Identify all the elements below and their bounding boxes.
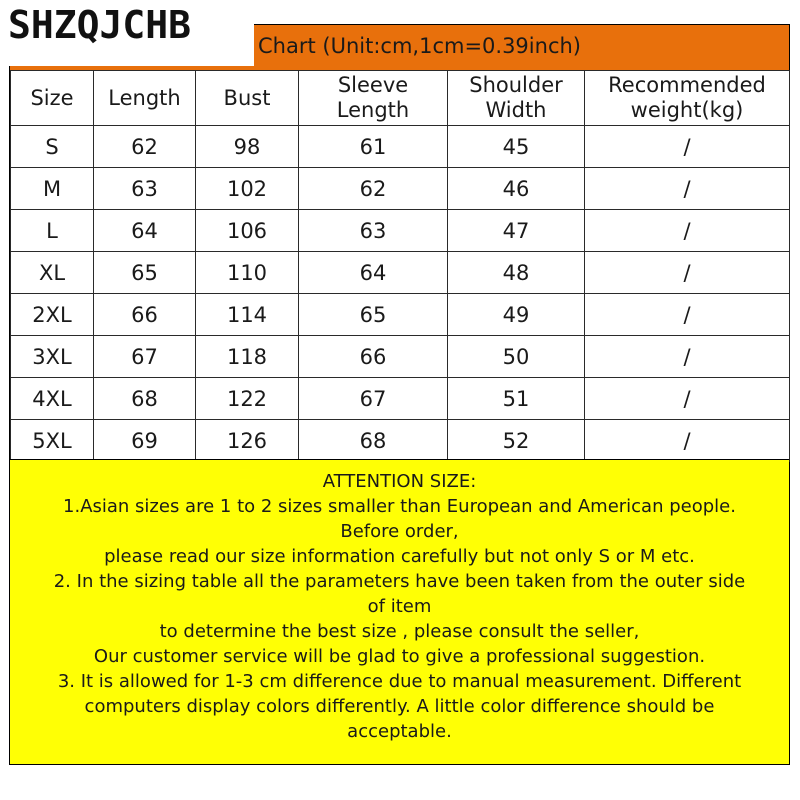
cell-length: 66 bbox=[94, 294, 196, 336]
header-size bbox=[11, 71, 94, 126]
brand-logo: SHZQJCHB bbox=[0, 0, 254, 66]
attention-line: 3. It is allowed for 1-3 cm difference due to manual measurement. Different bbox=[57, 671, 742, 692]
cell-recommended-weight: / bbox=[585, 294, 790, 336]
header-line: Size bbox=[30, 85, 74, 110]
table-row bbox=[11, 420, 790, 462]
header-line: Length bbox=[108, 85, 181, 110]
cell-bust: 106 bbox=[196, 210, 299, 252]
attention-line: to determine the best size , please consult the seller, bbox=[159, 621, 640, 642]
attention-line: of item bbox=[367, 596, 432, 617]
table-body bbox=[11, 126, 790, 462]
cell-bust: 102 bbox=[196, 168, 299, 210]
header-sleeve-length bbox=[299, 71, 448, 126]
cell-bust: 110 bbox=[196, 252, 299, 294]
cell-shoulder-width: 48 bbox=[448, 252, 585, 294]
cell-bust: 98 bbox=[196, 126, 299, 168]
header-line: Bust bbox=[223, 85, 271, 110]
cell-size: 5XL bbox=[11, 420, 94, 462]
header-recommended-weight bbox=[585, 71, 790, 126]
attention-line: please read our size information carefully but not only S or M etc. bbox=[104, 546, 695, 567]
cell-recommended-weight: / bbox=[585, 210, 790, 252]
header-shoulder-width bbox=[448, 71, 585, 126]
cell-length: 69 bbox=[94, 420, 196, 462]
cell-size: L bbox=[11, 210, 94, 252]
table-row bbox=[11, 294, 790, 336]
cell-length: 68 bbox=[94, 378, 196, 420]
cell-shoulder-width: 45 bbox=[448, 126, 585, 168]
header-line: Width bbox=[485, 98, 547, 122]
cell-sleeve-length: 61 bbox=[299, 126, 448, 168]
cell-shoulder-width: 49 bbox=[448, 294, 585, 336]
cell-length: 65 bbox=[94, 252, 196, 294]
cell-sleeve-length: 68 bbox=[299, 420, 448, 462]
attention-line: acceptable. bbox=[347, 721, 452, 742]
cell-shoulder-width: 51 bbox=[448, 378, 585, 420]
attention-line: 2. In the sizing table all the parameters have been taken from the outer side bbox=[53, 571, 746, 592]
cell-shoulder-width: 47 bbox=[448, 210, 585, 252]
table-row bbox=[11, 336, 790, 378]
cell-recommended-weight: / bbox=[585, 378, 790, 420]
size-table bbox=[10, 70, 790, 462]
attention-line: 1.Asian sizes are 1 to 2 sizes smaller than European and American people. bbox=[63, 496, 736, 517]
cell-bust: 126 bbox=[196, 420, 299, 462]
cell-sleeve-length: 67 bbox=[299, 378, 448, 420]
cell-sleeve-length: 64 bbox=[299, 252, 448, 294]
cell-bust: 122 bbox=[196, 378, 299, 420]
cell-length: 62 bbox=[94, 126, 196, 168]
cell-length: 64 bbox=[94, 210, 196, 252]
cell-bust: 118 bbox=[196, 336, 299, 378]
table-row bbox=[11, 252, 790, 294]
cell-length: 67 bbox=[94, 336, 196, 378]
table-row bbox=[11, 126, 790, 168]
header-line: Length bbox=[336, 98, 410, 122]
cell-recommended-weight: / bbox=[585, 336, 790, 378]
attention-line: computers display colors differently. A little color difference should be bbox=[84, 696, 715, 717]
chart-title: Chart (Unit:cm,1cm=0.39inch) bbox=[10, 25, 789, 67]
attention-notice bbox=[10, 459, 789, 764]
attention-line: Our customer service will be glad to give a professional suggestion. bbox=[93, 646, 706, 667]
table-row bbox=[11, 378, 790, 420]
cell-size: 4XL bbox=[11, 378, 94, 420]
cell-size: 2XL bbox=[11, 294, 94, 336]
header-line: Shoulder bbox=[469, 73, 563, 97]
cell-sleeve-length: 63 bbox=[299, 210, 448, 252]
cell-sleeve-length: 62 bbox=[299, 168, 448, 210]
cell-recommended-weight: / bbox=[585, 252, 790, 294]
cell-size: XL bbox=[11, 252, 94, 294]
cell-sleeve-length: 65 bbox=[299, 294, 448, 336]
cell-bust: 114 bbox=[196, 294, 299, 336]
table-row bbox=[11, 210, 790, 252]
header-line: Sleeve bbox=[337, 73, 409, 97]
cell-recommended-weight: / bbox=[585, 126, 790, 168]
header-line: weight(kg) bbox=[630, 98, 744, 122]
cell-sleeve-length: 66 bbox=[299, 336, 448, 378]
attention-line: Before order, bbox=[340, 521, 459, 542]
cell-recommended-weight: / bbox=[585, 420, 790, 462]
cell-shoulder-width: 46 bbox=[448, 168, 585, 210]
cell-recommended-weight: / bbox=[585, 168, 790, 210]
cell-size: S bbox=[11, 126, 94, 168]
cell-shoulder-width: 50 bbox=[448, 336, 585, 378]
header-line: Recommended bbox=[608, 73, 766, 97]
attention-heading: ATTENTION SIZE: bbox=[322, 471, 477, 492]
cell-shoulder-width: 52 bbox=[448, 420, 585, 462]
cell-size: M bbox=[11, 168, 94, 210]
table-header-row bbox=[11, 71, 790, 126]
header-length bbox=[94, 71, 196, 126]
cell-length: 63 bbox=[94, 168, 196, 210]
table-row bbox=[11, 168, 790, 210]
header-bust bbox=[196, 71, 299, 126]
cell-size: 3XL bbox=[11, 336, 94, 378]
